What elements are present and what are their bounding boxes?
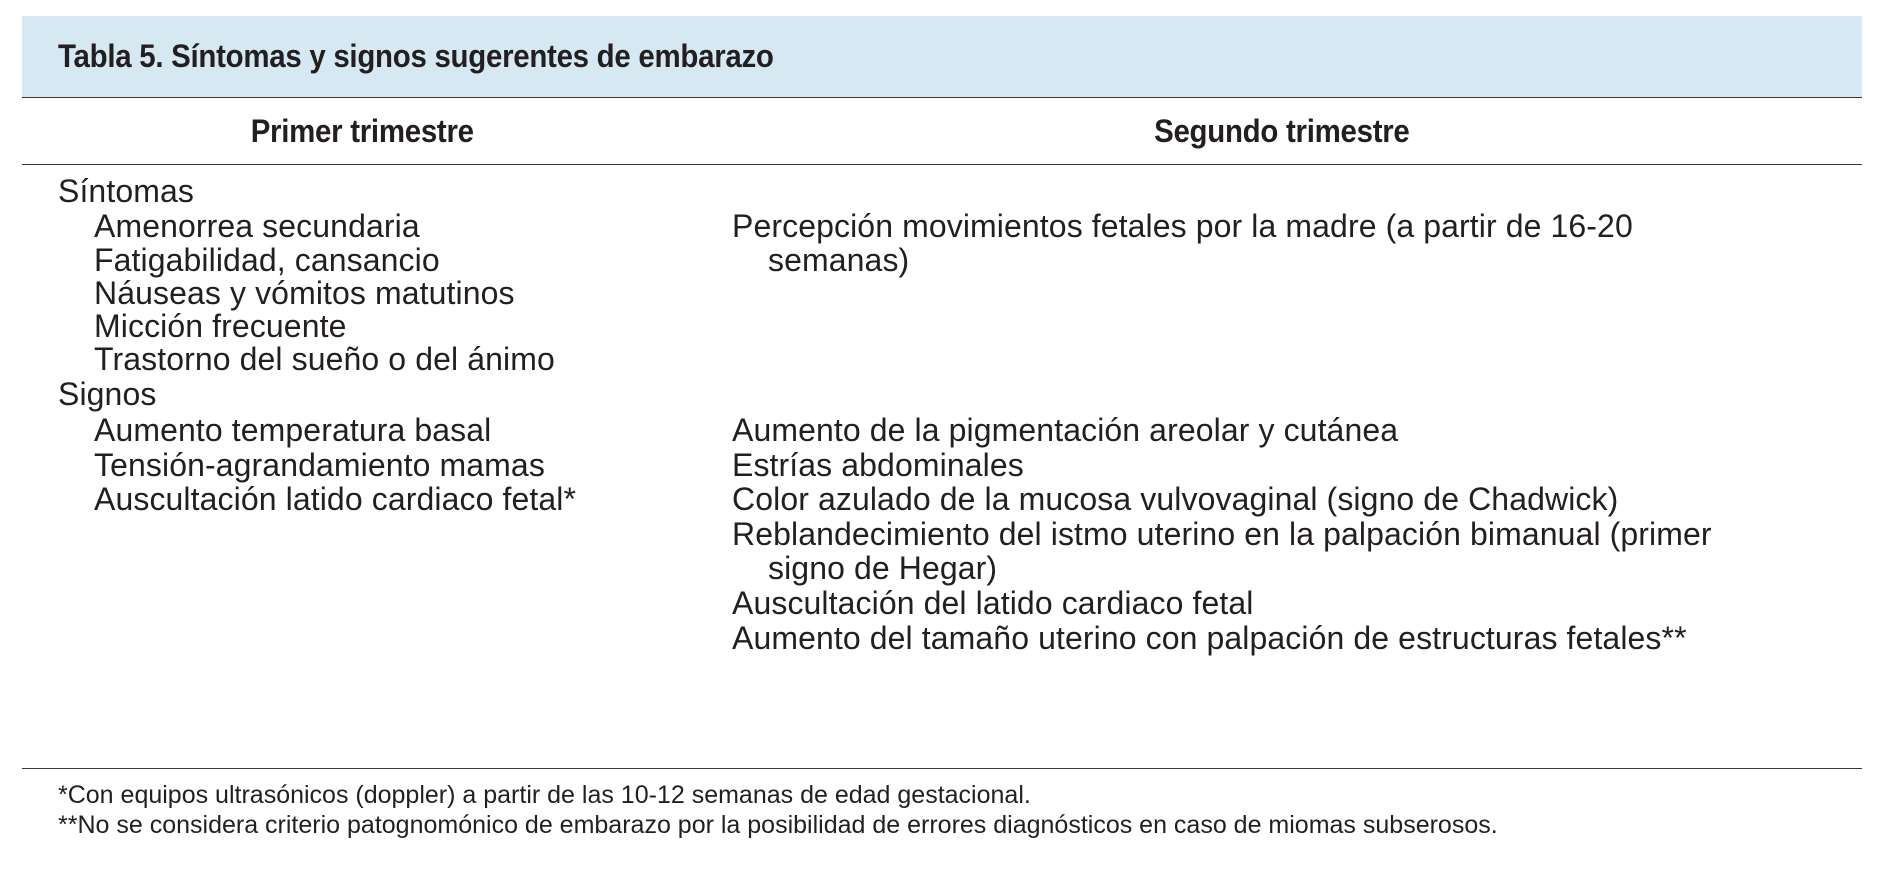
list-item: Auscultación latido cardiaco fetal* [94,481,576,517]
table-body [22,165,1862,769]
column-header-row [22,98,1862,165]
column-header-label: Segundo trimestre [1154,112,1410,149]
column-header-first-trimester [22,98,702,164]
list-item: Color azulado de la mucosa vulvovaginal (signo de Chadwick) [732,481,1619,517]
list-item: signo de Hegar) [768,550,998,586]
table-footnotes [22,769,1862,869]
list-item: Estrías abdominales [732,447,1024,483]
table-title-bar [22,16,1862,98]
list-item: Fatigabilidad, cansancio [94,242,440,278]
list-item: Trastorno del sueño o del ánimo [94,341,555,377]
list-item: Náuseas y vómitos matutinos [94,275,515,311]
list-item: Reblandecimiento del istmo uterino en la palpación bimanual (primer [732,516,1712,552]
list-item: Aumento de la pigmentación areolar y cutánea [732,412,1399,448]
list-item: Micción frecuente [94,308,347,344]
column-header-second-trimester [702,98,1862,164]
section-heading-symptoms: Síntomas [58,173,194,209]
footnote: *Con equipos ultrasónicos (doppler) a partir de las 10-12 semanas de edad gestacional. [58,781,1031,809]
column-header-label: Primer trimestre [250,112,474,149]
list-item: Amenorrea secundaria [94,208,420,244]
section-heading-signs: Signos [58,376,157,412]
list-item: Aumento del tamaño uterino con palpación de estructuras fetales** [732,620,1687,656]
list-item: Aumento temperatura basal [94,412,492,448]
footnote: **No se considera criterio patognomónico de embarazo por la posibilidad de errores diagnósticos en caso de miomas subserosos. [58,811,1498,839]
pregnancy-signs-table [22,16,1862,869]
table-title: Tabla 5. Síntomas y signos sugerentes de embarazo [58,38,774,74]
list-item: Tensión-agrandamiento mamas [94,447,545,483]
list-item: Auscultación del latido cardiaco fetal [732,585,1254,621]
list-item: semanas) [768,242,910,278]
list-item: Percepción movimientos fetales por la madre (a partir de 16-20 [732,208,1633,244]
